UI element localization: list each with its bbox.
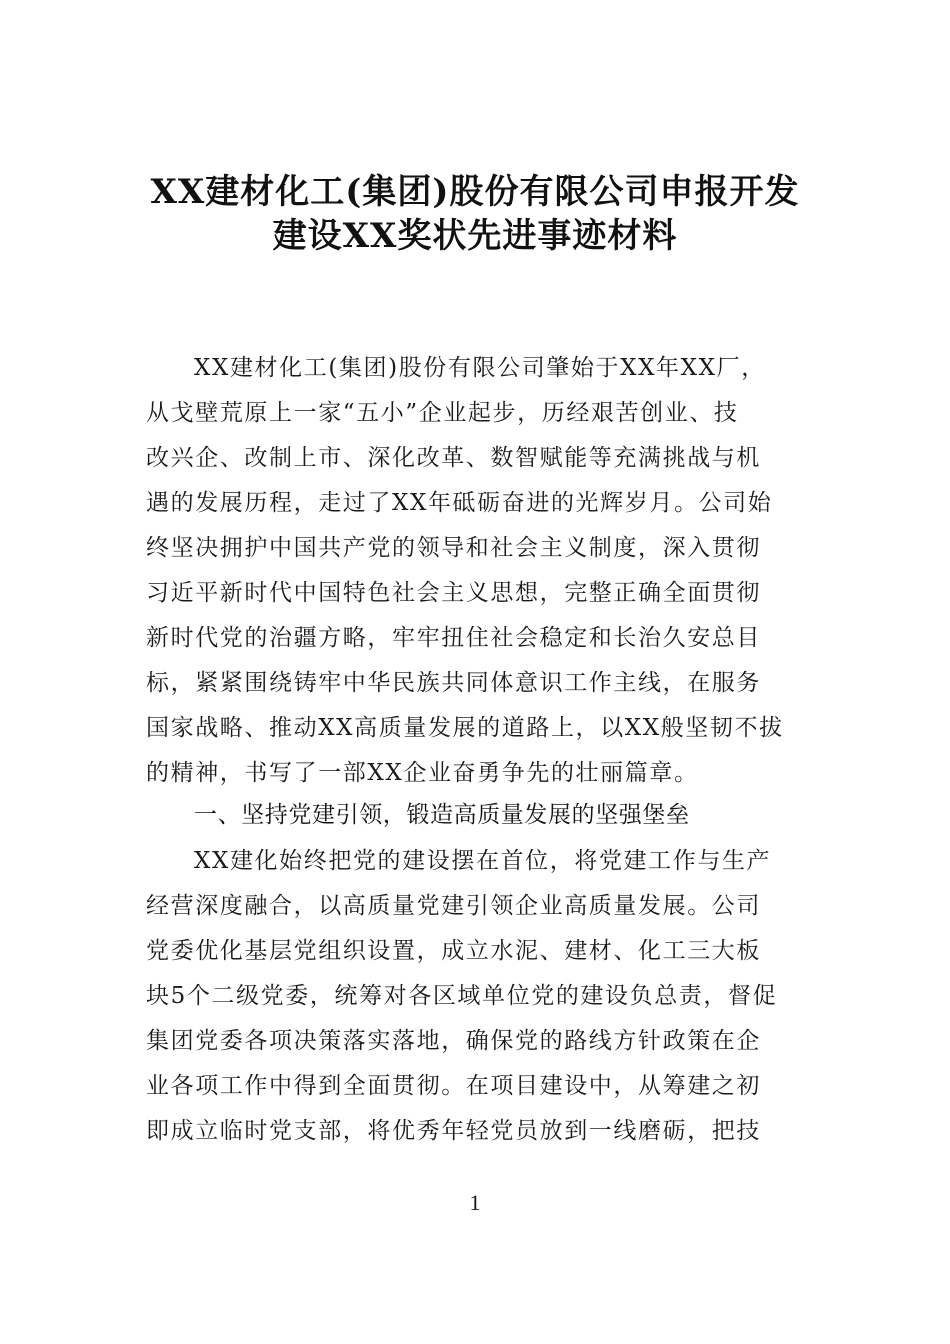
- paragraph-line: 新时代党的治疆方略，牢牢扭住社会稳定和长治久安总目: [146, 625, 761, 651]
- paragraph-line: 习近平新时代中国特色社会主义思想，完整正确全面贯彻: [146, 580, 761, 606]
- paragraph-line: 党委优化基层党组织设置，成立水泥、建材、化工三大板: [146, 938, 761, 964]
- paragraph-line: 从戈壁荒原上一家“五小”企业起步，历经艰苦创业、技: [146, 400, 739, 426]
- paragraph-line: XX建化始终把党的建设摆在首位，将党建工作与生产: [194, 848, 772, 874]
- paragraph-line: 终坚决拥护中国共产党的领导和社会主义制度，深入贯彻: [146, 535, 761, 561]
- paragraph-line: 块5个二级党委，统筹对各区域单位党的建设负总责，督促: [146, 983, 778, 1009]
- paragraph-line: 经营深度融合，以高质量党建引领企业高质量发展。公司: [146, 893, 761, 919]
- paragraph-line: 的精神，书写了一部XX企业奋勇争先的壮丽篇章。: [146, 760, 699, 786]
- paragraph-line: 集团党委各项决策落实落地，确保党的路线方针政策在企: [146, 1028, 761, 1054]
- paragraph-line: 国家战略、推动XX高质量发展的道路上，以XX般坚韧不拔: [146, 715, 784, 741]
- page-number: 1: [469, 1190, 481, 1215]
- paragraph-line: 业各项工作中得到全面贯彻。在项目建设中，从筹建之初: [146, 1073, 761, 1099]
- section-heading: 一、坚持党建引领，锻造高质量发展的坚强堡垒: [194, 802, 690, 828]
- paragraph-line: 改兴企、改制上市、深化改革、数智赋能等充满挑战与机: [146, 445, 761, 471]
- paragraph-line: 遇的发展历程，走过了XX年砥砺奋进的光辉岁月。公司始: [146, 490, 773, 516]
- paragraph-line: 即成立临时党支部，将优秀年轻党员放到一线磨砺，把技: [146, 1118, 761, 1144]
- document-title-line-2: 建设XX奖状先进事迹材料: [272, 216, 678, 256]
- document-title-line-1: XX建材化工(集团)股份有限公司申报开发: [150, 172, 800, 212]
- paragraph-line: XX建材化工(集团)股份有限公司肇始于XX年XX厂，: [194, 355, 766, 381]
- paragraph-line: 标，紧紧围绕铸牢中华民族共同体意识工作主线，在服务: [146, 670, 761, 696]
